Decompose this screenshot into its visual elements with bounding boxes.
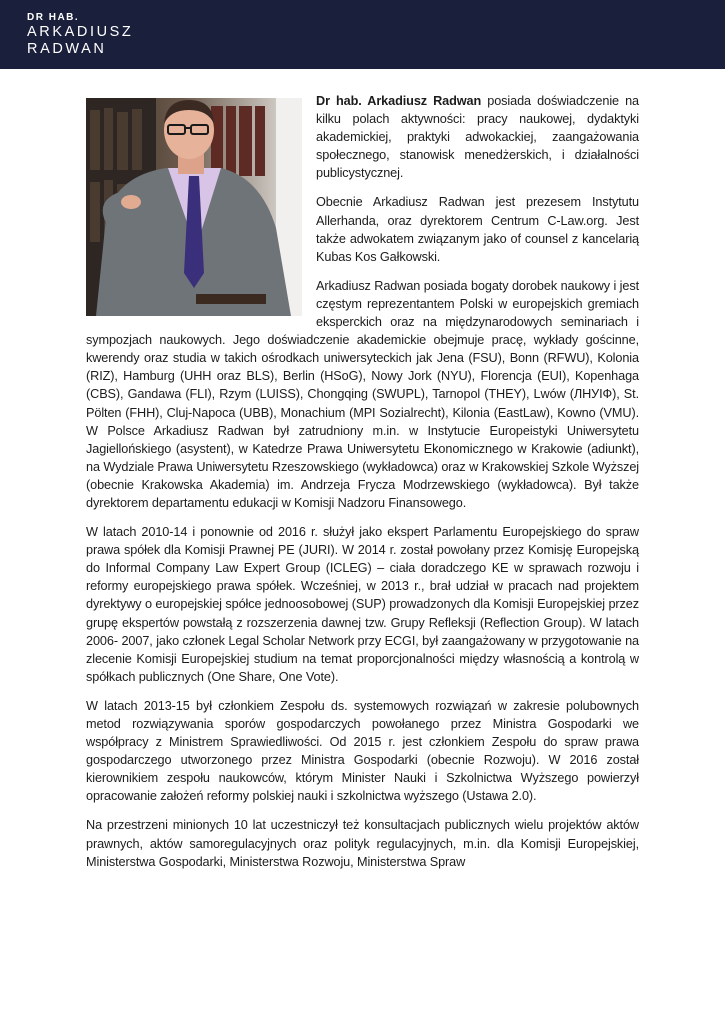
brand-name-line1: ARKADIUSZ	[27, 24, 134, 40]
bio-paragraph-government-teams: W latach 2013-15 był członkiem Zespołu ds. systemowych rozwiązań w zakresie polubownych metod rozwiązywania sporów gospodarczych powołanego przez Ministra Gospodarki we współpracy z Ministrem Sprawiedliwości. Od 2015 r. jest członkiem Zespołu do spraw prawa gospodarczego utworzonego przez Ministra Gospodarki (obecnie Rozwoju). W 2016 został kierownikiem zespołu naukowców, którym Minister Nauki i Szkolnictwa Wyższego powierzył opracowanie założeń reformy polskiej nauki i szkolnictwa wyższego (Ustawa 2.0).	[86, 698, 639, 804]
portrait-illustration	[86, 98, 302, 316]
bio-content	[86, 92, 639, 882]
bio-paragraph-current-roles: Obecnie Arkadiusz Radwan jest prezesem Instytutu Allerhanda, oraz dyrektorem Centrum C-Law.org. Jest także adwokatem związanym jako of counsel z kancelarią Kubas Kos Gałkowski.	[316, 195, 639, 264]
brand-logo[interactable]	[27, 12, 133, 58]
portrait-photo	[86, 98, 302, 316]
bio-paragraph-eu-expert: W latach 2010-14 i ponownie od 2016 r. służył jako ekspert Parlamentu Europejskiego do spraw prawa spółek dla Komisji Prawnej PE (JURI). W 2014 r. został powołany przez Komisję Europejską do Informal Company Law Expert Group (ICLEG) – ciała doradczego KE w sprawach rozwoju i reformy europejskiego prawa spółek. Wcześniej, w 2013 r., brał udział w pracach nad projektem dyrektywy o europejskiej spółce jednoosobowej (SUP) prowadzonych dla Komisji Europejskiej przez grupę ekspertów powstałą z rozszerzenia dawnej tzw. Grupy Refleksji (Reflection Group). W latach 2006- 2007, jako członek Legal Scholar Network przy ECGI, był zaangażowany w przygotowanie na zlecenie Komisji Europejskiej studium na temat proporcjonalności między własnością a kontrolą w spółkach publicznych (One Share, One Vote).	[86, 525, 639, 684]
bio-intro-text: posiada doświadczenie na kilku polach aktywności: pracy naukowej, dydaktyki akademickiej, praktyki adwokackiej, zaangażowania społecznego, stanowisk menedżerskich, i działalności publicystycznej.	[316, 94, 639, 181]
bio-paragraph-academic: Arkadiusz Radwan posiada bogaty dorobek naukowy i jest częstym reprezentantem Polski w europejskich gremiach eksperckich oraz na międzynarodowych seminariach i sympozjach naukowych. Jego doświadczenie akademickie obejmuje pracę, wykłady gościnne, kwerendy oraz studia w takich ośrodkach uniwersyteckich jak Jena (FSU), Bonn (RFWU), Kolonia (RIZ), Hamburg (UHH oraz BLS), Berlin (HSoG), Nowy Jork (NYU), Florencja (EUI), Kopenhaga (CBS), Gandawa (FLI), Rzym (LUISS), Chongqing (SWUPL), Tarnopol (THEY), Lwów (ЛНУІФ), St. Pölten (FHH), Cluj-Napoca (UBB), Monachium (MPI Sozialrecht), Kilonia (EastLaw), Kowno (VMU). W Polsce Arkadiusz Radwan był zatrudniony m.in. w Instytucie Europeistyki Uniwersytetu Jagiellońskiego (asystent), w Katedrze Prawa Uniwersytetu Ekonomicznego w Krakowie (adiunkt), na Wydziale Prawa Uniwersytetu Rzeszowskiego (wykładowca) oraz w Krakowskiej Szkole Wyższej (obecnie Krakowska Akademia) im. Andrzeja Frycza Modrzewskiego (wykładowca). Był także dyrektorem departamentu edukacji w Komisji Nadzoru Finansowego.	[86, 278, 639, 510]
header-bar	[0, 0, 725, 69]
brand-title-prefix: DR HAB.	[27, 12, 80, 23]
brand-name-line2: RADWAN	[27, 41, 107, 57]
person-name: Dr hab. Arkadiusz Radwan	[316, 94, 482, 108]
bio-paragraph-consultations: Na przestrzeni minionych 10 lat uczestniczył też konsultacjach publicznych wielu projektów aktów prawnych, aktów samoregulacyjnych oraz polityk regulacyjnych, m.in. dla Komisji Europejskiej, Ministerstwa Gospodarki, Ministerstwa Rozwoju, Ministerstwa Spraw	[86, 818, 639, 869]
